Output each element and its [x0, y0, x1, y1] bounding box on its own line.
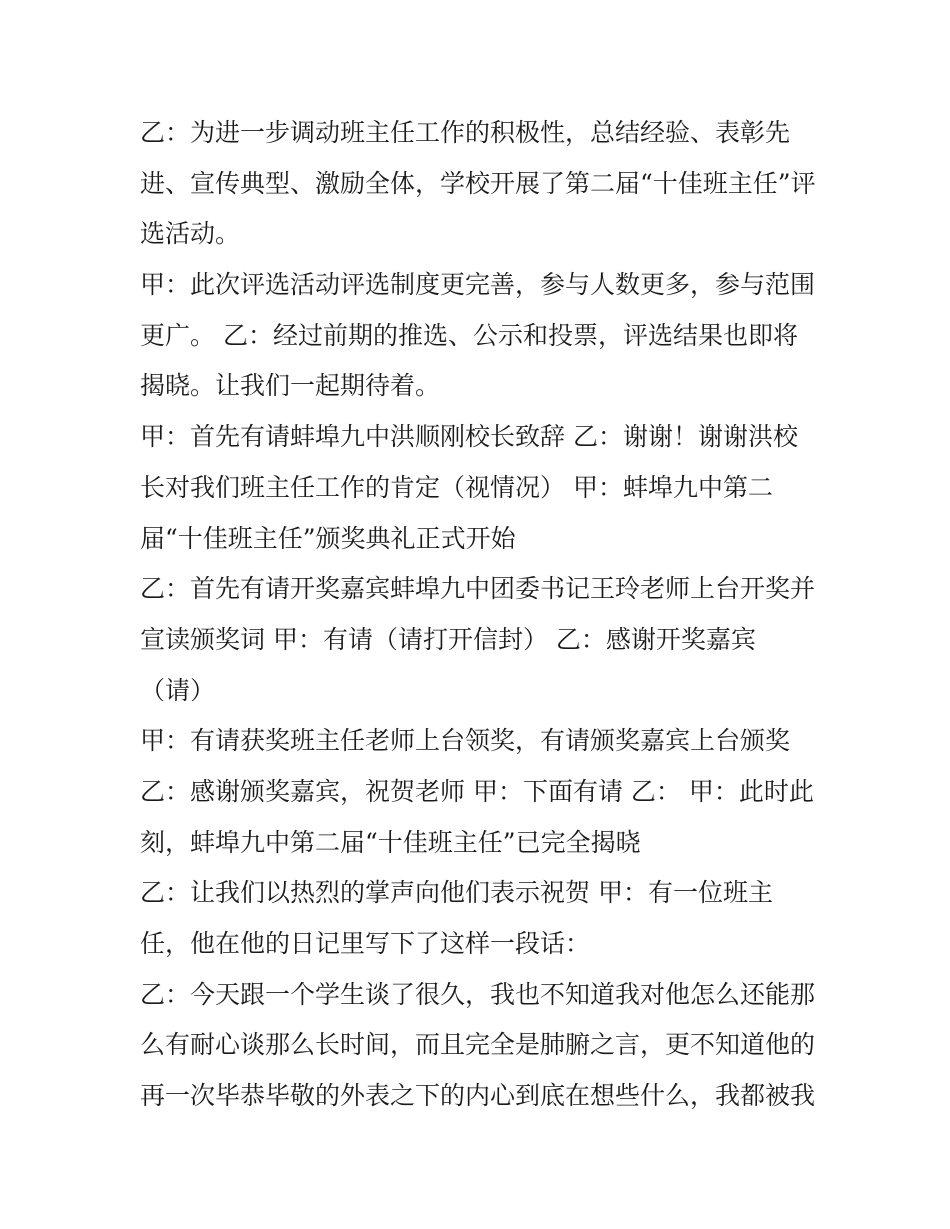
text-line: 任，他在他的日记里写下了这样一段话：: [140, 929, 591, 958]
text-line: 甲：有请获奖班主任老师上台领奖，有请颁奖嘉宾上台颁奖: [140, 726, 791, 756]
text-line: 乙：感谢颁奖嘉宾，祝贺老师 甲：下面有请 乙： 甲：此时此: [140, 776, 814, 806]
text-line: 么有耐心谈那么长时间，而且完全是肺腑之言，更不知道他的: [140, 1030, 816, 1060]
text-line: 乙：为进一步调动班主任工作的积极性，总结经验、表彰先: [140, 118, 791, 147]
text-line: 甲：此次评选活动评选制度更完善，参与人数更多，参与范围: [140, 270, 816, 300]
text-line: 更广。 乙：经过前期的推选、公示和投票，评选结果也即将: [140, 320, 798, 350]
text-line: 宣读颁奖词 甲：有请（请打开信封） 乙：感谢开奖嘉宾: [140, 624, 756, 654]
text-line: 届“十佳班主任”颁奖典礼正式开始: [140, 523, 516, 553]
text-line: 揭晓。让我们一起期待着。: [140, 371, 441, 401]
text-line: 乙：让我们以热烈的掌声向他们表示祝贺 甲：有一位班主: [140, 878, 773, 908]
document-body: [140, 108, 830, 1122]
text-line: 乙：今天跟一个学生谈了很久，我也不知道我对他怎么还能那: [140, 979, 816, 1009]
text-line: 刻，蚌埠九中第二届“十佳班主任”已完全揭晓: [140, 827, 641, 857]
text-line: 再一次毕恭毕敬的外表之下的内心到底在想些什么，我都被我: [140, 1081, 816, 1111]
text-line: 选活动。: [140, 219, 241, 249]
text-line: （请）: [140, 675, 216, 705]
text-line: 长对我们班主任工作的肯定（视情况） 甲：蚌埠九中第二: [140, 472, 773, 502]
text-line: 进、宣传典型、激励全体，学校开展了第二届“十佳班主任”评: [140, 168, 816, 198]
text-line: 甲：首先有请蚌埠九中洪顺刚校长致辞 乙：谢谢！谢谢洪校: [140, 422, 798, 452]
text-line: 乙：首先有请开奖嘉宾蚌埠九中团委书记王玲老师上台开奖并: [140, 574, 816, 604]
